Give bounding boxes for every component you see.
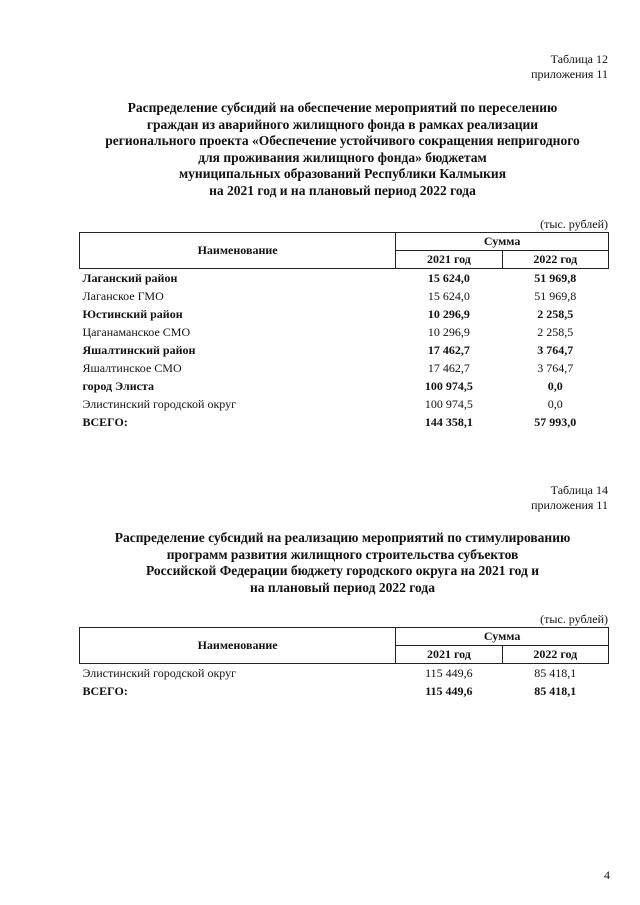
table12-number: Таблица 12 xyxy=(550,52,608,66)
row-name: Юстинский район xyxy=(82,307,183,321)
table-row xyxy=(80,664,609,683)
table-row xyxy=(80,269,609,288)
table-row xyxy=(80,287,609,305)
row-value-2021: 15 624,0 xyxy=(427,271,470,285)
title-line: регионального проекта «Обеспечение устойчивого сокращения непригодного xyxy=(105,133,580,148)
column-header-name: Наименование xyxy=(80,233,396,269)
table-row xyxy=(80,413,609,431)
row-value-2022: 3 764,7 xyxy=(537,361,574,375)
row-name: Лаганский район xyxy=(82,271,178,285)
title-line: Распределение субсидий на реализацию мероприятий по стимулированию xyxy=(114,530,571,545)
row-value-2022: 57 993,0 xyxy=(534,415,577,429)
row-value-2022: 3 764,7 xyxy=(537,343,574,357)
title-line: Российской Федерации бюджету городского округа на 2021 год и xyxy=(146,563,539,578)
row-value-2021: 10 296,9 xyxy=(427,325,470,339)
row-value-2022: 85 418,1 xyxy=(534,684,577,698)
table12-appendix: приложения 11 xyxy=(531,67,608,81)
table-row xyxy=(80,341,609,359)
title-line: Распределение субсидий на обеспечение мероприятий по переселению xyxy=(127,100,558,115)
title-line: программ развития жилищного строительства субъектов xyxy=(166,546,519,562)
row-value-2021: 17 462,7 xyxy=(427,343,470,357)
row-name: Яшалтинское СМО xyxy=(82,361,182,375)
table14 xyxy=(79,627,609,700)
table-row xyxy=(80,305,609,323)
title-line: граждан из аварийного жилищного фонда в рамках реализации xyxy=(146,116,539,132)
table-row xyxy=(80,359,609,377)
column-header-sum: Сумма xyxy=(396,628,609,646)
table14-title xyxy=(70,530,615,596)
column-header-sum: Сумма xyxy=(396,233,609,251)
table14-reference xyxy=(531,483,608,513)
row-value-2022: 2 258,5 xyxy=(537,325,574,339)
page-number: 4 xyxy=(604,868,610,882)
table12-body xyxy=(80,269,609,432)
row-name: ВСЕГО: xyxy=(82,684,128,698)
table12-title xyxy=(70,100,615,199)
column-header-2021: 2021 год xyxy=(396,646,502,664)
column-header-2022: 2022 год xyxy=(502,646,608,664)
title-line: на 2021 год и на плановый период 2022 года xyxy=(209,182,476,198)
row-value-2021: 10 296,9 xyxy=(427,307,470,321)
title-line: муниципальных образований Республики Калмыкия xyxy=(178,166,507,181)
row-value-2021: 17 462,7 xyxy=(427,361,470,375)
row-name: город Элиста xyxy=(82,379,155,393)
table12-units: (тыс. рублей) xyxy=(540,217,608,231)
column-header-name: Наименование xyxy=(80,628,396,664)
row-name: Цаганаманское СМО xyxy=(82,325,191,339)
row-value-2021: 100 974,5 xyxy=(424,397,473,411)
row-value-2021: 115 449,6 xyxy=(425,666,473,680)
table-row xyxy=(80,682,609,700)
row-name: Элистинский городской округ xyxy=(82,397,237,411)
row-name: Лаганское ГМО xyxy=(82,289,164,303)
table14-appendix: приложения 11 xyxy=(531,498,608,512)
row-value-2021: 15 624,0 xyxy=(427,289,470,303)
row-name: Элистинский городской округ xyxy=(82,666,237,680)
row-name: Яшалтинский район xyxy=(82,343,196,357)
row-value-2021: 144 358,1 xyxy=(424,415,473,429)
table14-number: Таблица 14 xyxy=(550,483,608,497)
table-row xyxy=(80,377,609,395)
row-value-2022: 85 418,1 xyxy=(534,666,577,680)
row-value-2021: 115 449,6 xyxy=(425,684,473,698)
title-line: для проживания жилищного фонда» бюджетам xyxy=(198,149,487,165)
column-header-2021: 2021 год xyxy=(396,251,502,269)
row-value-2022: 0,0 xyxy=(547,397,563,411)
table14-body xyxy=(80,664,609,701)
column-header-2022: 2022 год xyxy=(502,251,608,269)
title-line: на плановый период 2022 года xyxy=(250,579,435,595)
table12-reference xyxy=(531,52,608,82)
row-value-2021: 100 974,5 xyxy=(424,379,473,393)
table12 xyxy=(79,232,609,431)
row-name: ВСЕГО: xyxy=(82,415,128,429)
row-value-2022: 0,0 xyxy=(547,379,563,393)
table-row xyxy=(80,395,609,413)
row-value-2022: 51 969,8 xyxy=(534,289,577,303)
row-value-2022: 2 258,5 xyxy=(537,307,574,321)
table-row xyxy=(80,323,609,341)
table14-units: (тыс. рублей) xyxy=(540,612,608,626)
row-value-2022: 51 969,8 xyxy=(534,271,577,285)
